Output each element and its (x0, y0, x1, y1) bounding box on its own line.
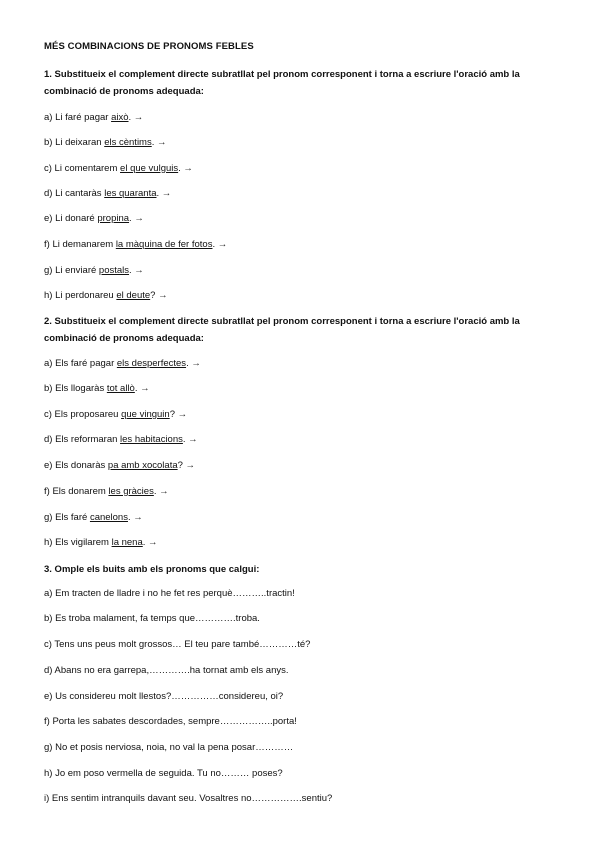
item-text: c) Li comentarem (44, 163, 121, 174)
exercise-3-item: h) Jo em poso vermella de seguida. Tu no……… poses? (44, 768, 283, 779)
section-1-heading: 1. Substitueix el complement directe subratllat pel pronom corresponent i torna a escriure l'oració amb la combinació de pronoms adequada: (44, 69, 520, 97)
exercise-3-item: g) No et posis nerviosa, noia, no val la pena posar………… (44, 742, 294, 753)
underlined-complement: tot allò (106, 383, 135, 394)
underlined-complement: els cèntims (104, 137, 152, 148)
exercise-3-item: e) Us considereu molt llestos?……………considereu, oi? (44, 691, 284, 702)
exercise-2-item (44, 357, 564, 370)
exercise-2-item (44, 382, 564, 395)
item-arrow: . → (178, 163, 193, 174)
underlined-complement: el que vulguis (120, 163, 179, 174)
item-arrow: . → (156, 188, 172, 199)
underlined-complement: pa amb xocolata (107, 460, 178, 471)
exercise-3-item: c) Tens uns peus molt grossos… El teu pare també…………té? (44, 639, 311, 650)
exercise-1-item (44, 212, 564, 225)
exercise-3-item: d) Abans no era garrepa,………….ha tornat amb els anys. (44, 665, 289, 676)
item-arrow: . → (151, 137, 167, 148)
underlined-complement: la nena (111, 537, 143, 548)
item-text: g) Li enviaré (44, 265, 99, 276)
underlined-complement: postals (98, 265, 130, 276)
underlined-complement: això (111, 112, 129, 123)
exercise-1-item (44, 187, 564, 200)
underlined-complement: canelons (89, 512, 128, 523)
item-arrow: ? → (169, 409, 188, 420)
item-arrow: . → (134, 383, 150, 394)
item-text: e) Li donaré (44, 213, 98, 224)
underlined-complement: propina (97, 213, 130, 224)
item-arrow: . → (129, 265, 144, 276)
section-3-heading: 3. Omple els buits amb els pronoms que calgui: (44, 564, 260, 575)
exercise-2-item (44, 511, 564, 524)
exercise-1-item (44, 162, 564, 175)
item-arrow: . → (128, 112, 144, 123)
exercise-1-item (44, 264, 564, 277)
item-text: a) Li faré pagar (44, 112, 112, 123)
item-arrow: . → (182, 434, 198, 445)
exercise-1-item (44, 136, 564, 149)
item-text: a) Els faré pagar (44, 358, 117, 369)
exercise-3-item: f) Porta les sabates descordades, sempre……………..porta! (44, 716, 297, 727)
item-text: f) Els donarem (44, 486, 109, 497)
exercise-2-item (44, 536, 564, 549)
exercise-2-item (44, 408, 564, 421)
exercise-1-item (44, 238, 564, 251)
underlined-complement: les gràcies (108, 486, 154, 497)
item-text: b) Li deixaran (44, 137, 105, 148)
exercise-3-item: a) Em tracten de lladre i no he fet res perquè………..tractin! (44, 588, 295, 599)
item-text: b) Els llogaràs (44, 383, 107, 394)
exercise-1-item (44, 289, 564, 302)
underlined-complement: les habitacions (120, 434, 183, 445)
item-arrow: . → (186, 358, 201, 369)
item-text: e) Els donaràs (44, 460, 108, 471)
item-arrow: . → (127, 512, 143, 523)
item-text: c) Els proposareu (44, 409, 122, 420)
item-arrow: ? → (177, 460, 196, 471)
underlined-complement: que vinguin (121, 409, 170, 420)
item-arrow: ? → (150, 290, 168, 301)
item-text: g) Els faré (44, 512, 90, 523)
underlined-complement: el deute (116, 290, 151, 301)
section-2-heading: 2. Substitueix el complement directe subratllat pel pronom corresponent i torna a escriure l'oració amb la combinació de pronoms adequada: (44, 316, 520, 344)
exercise-1-item (44, 111, 564, 124)
item-text: d) Li cantaràs (44, 188, 105, 199)
exercise-2-item (44, 433, 564, 446)
item-arrow: . → (129, 213, 144, 224)
item-text: h) Els vigilarem (44, 537, 112, 548)
underlined-complement: la màquina de fer fotos (115, 239, 213, 250)
item-arrow: . → (153, 486, 169, 497)
item-arrow: . → (212, 239, 228, 250)
underlined-complement: les quaranta (104, 188, 157, 199)
exercise-3-item: b) Es troba malament, fa temps que………….troba. (44, 613, 260, 624)
item-text: d) Els reformaran (44, 434, 121, 445)
exercise-2-item (44, 485, 564, 498)
item-arrow: . → (142, 537, 158, 548)
exercise-2-item (44, 459, 564, 472)
underlined-complement: els desperfectes (116, 358, 187, 369)
exercise-3-item: i) Ens sentim intranquils davant seu. Vosaltres no…………….sentiu? (44, 793, 333, 804)
item-text: h) Li perdonareu (44, 290, 117, 301)
document-title: MÉS COMBINACIONS DE PRONOMS FEBLES (44, 41, 254, 52)
item-text: f) Li demanarem (44, 239, 116, 250)
